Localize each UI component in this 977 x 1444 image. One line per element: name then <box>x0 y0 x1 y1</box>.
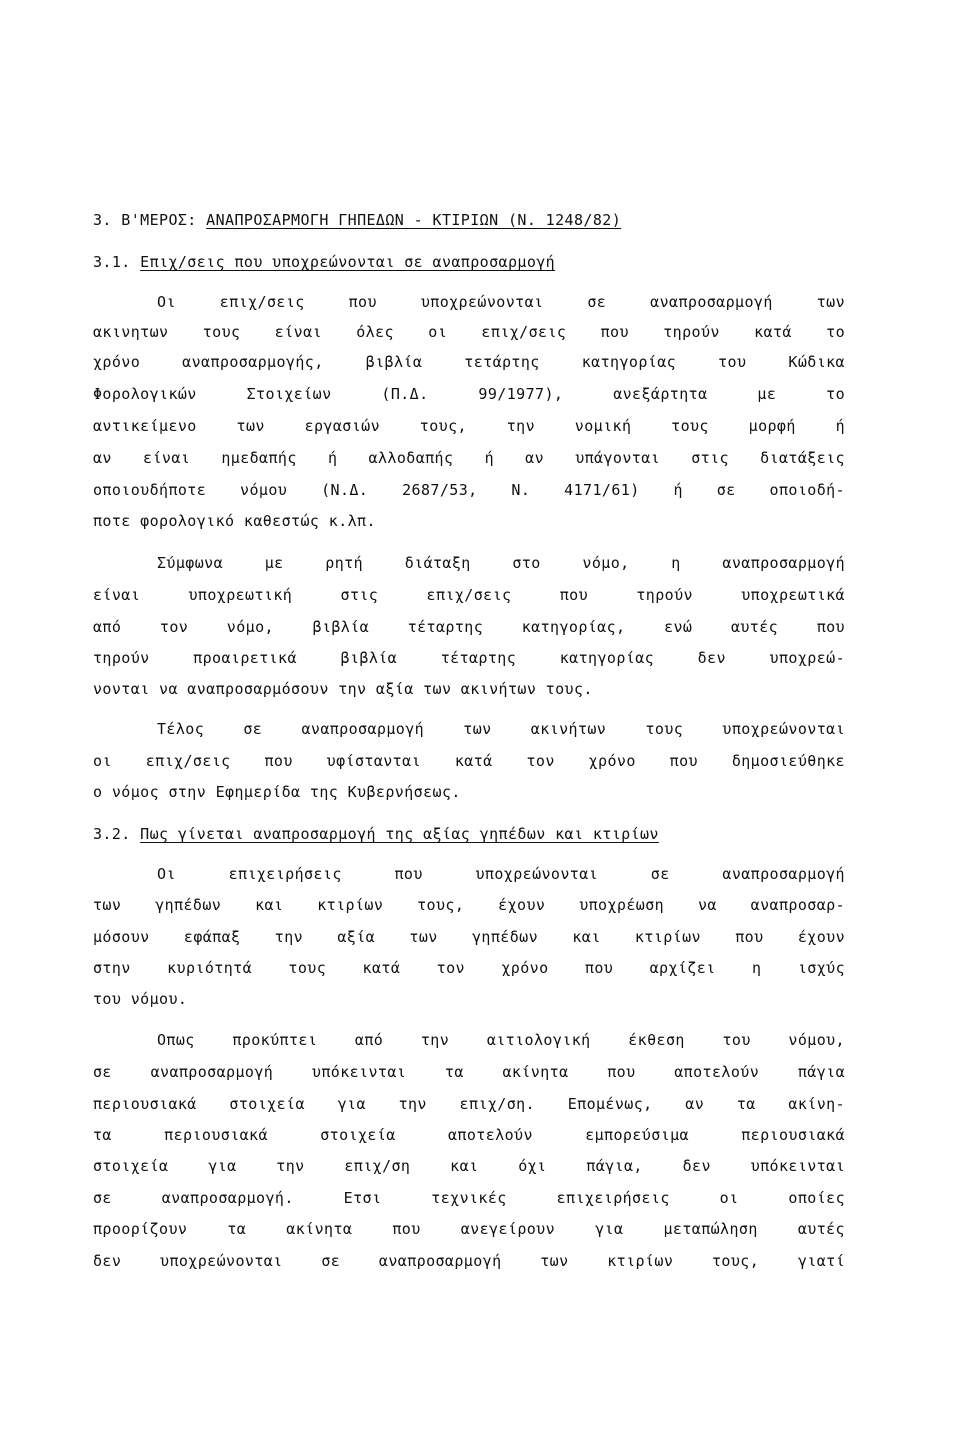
section-3-number: 3. Β'ΜΕΡΟΣ: <box>93 211 207 229</box>
text-line: τα περιουσιακά στοιχεία αποτελούν εμπορεύσιμα περιουσιακά <box>93 1126 845 1144</box>
text-line: νονται να αναπροσαρμόσουν την αξία των ακινήτων τους. <box>93 680 593 698</box>
section-3-2-heading: Πως γίνεται αναπροσαρμογή της αξίας γηπέδων και κτιρίων <box>140 825 659 843</box>
text-line: οι επιχ/σεις που υφίστανται κατά τον χρόνο που δημοσιεύθηκε <box>93 752 845 770</box>
text-line: είναι υποχρεωτική στις επιχ/σεις που τηρούν υποχρεωτικά <box>93 586 845 604</box>
text-line: προορίζουν τα ακίνητα που ανεγείρουν για μεταπώληση αυτές <box>93 1220 845 1238</box>
text-line: σε αναπροσαρμογή υπόκεινται τα ακίνητα που αποτελούν πάγια <box>93 1063 845 1081</box>
text-line: Σύμφωνα με ρητή διάταξη στο νόμο, η αναπροσαρμογή <box>157 554 845 572</box>
text-line: από τον νόμο, βιβλία τέταρτης κατηγορίας, ενώ αυτές που <box>93 618 845 636</box>
text-line: αν είναι ημεδαπής ή αλλοδαπής ή αν υπάγονται στις διατάξεις <box>93 449 845 467</box>
text-line: Οι επιχ/σεις που υποχρεώνονται σε αναπροσαρμογή των <box>157 293 845 311</box>
text-line: οποιουδήποτε νόμου (Ν.Δ. 2687/53, Ν. 4171/61) ή σε οποιοδή- <box>93 481 845 499</box>
text-line: τηρούν προαιρετικά βιβλία τέταρτης κατηγορίας δεν υποχρεώ- <box>93 649 845 667</box>
text-line: Φορολογικών Στοιχείων (Π.Δ. 99/1977), ανεξάρτητα με το <box>93 385 845 403</box>
section-3-2-title <box>93 824 845 844</box>
section-3-1-number: 3.1. <box>93 253 141 271</box>
text-line: ο νόμος στην Εφημερίδα της Κυβερνήσεως. <box>93 783 461 801</box>
text-line: αντικείμενο των εργασιών τους, την νομική τους μορφή ή <box>93 417 845 435</box>
text-line: στοιχεία για την επιχ/ση και όχι πάγια, δεν υπόκεινται <box>93 1157 845 1175</box>
text-line: δεν υποχρεώνονται σε αναπροσαρμογή των κτιρίων τους, γιατί <box>93 1252 845 1270</box>
text-line: των γηπέδων και κτιρίων τους, έχουν υποχρέωση να αναπροσαρ- <box>93 896 845 914</box>
section-3-1-heading: Επιχ/σεις που υποχρεώνονται σε αναπροσαρμογή <box>140 253 556 271</box>
section-3-title <box>93 210 845 230</box>
text-line: του νόμου. <box>93 990 188 1008</box>
text-line: Τέλος σε αναπροσαρμογή των ακινήτων τους υποχρεώνονται <box>157 720 845 738</box>
text-line: Οπως προκύπτει από την αιτιολογική έκθεση του νόμου, <box>157 1031 845 1049</box>
text-line: σε αναπροσαρμογή. Ετσι τεχνικές επιχειρήσεις οι οποίες <box>93 1189 845 1207</box>
section-3-2-number: 3.2. <box>93 825 141 843</box>
text-line: περιουσιακά στοιχεία για την επιχ/ση. Επομένως, αν τα ακίνη- <box>93 1095 845 1113</box>
text-line: ποτε φορολογικό καθεστώς κ.λπ. <box>93 512 376 530</box>
section-3-1-title <box>93 252 845 272</box>
section-3-heading: ΑΝΑΠΡΟΣΑΡΜΟΓΗ ΓΗΠΕΔΩΝ - ΚΤΙΡΙΩΝ (Ν. 1248/82) <box>206 211 622 229</box>
text-line: στην κυριότητά τους κατά τον χρόνο που αρχίζει η ισχύς <box>93 959 845 977</box>
text-line: Οι επιχειρήσεις που υποχρεώνονται σε αναπροσαρμογή <box>157 865 845 883</box>
text-line: χρόνο αναπροσαρμογής, βιβλία τετάρτης κατηγορίας του Κώδικα <box>93 353 845 371</box>
text-line: μόσουν εφάπαξ την αξία των γηπέδων και κτιρίων που έχουν <box>93 928 845 946</box>
text-line: ακινητων τους είναι όλες οι επιχ/σεις που τηρούν κατά το <box>93 323 845 341</box>
